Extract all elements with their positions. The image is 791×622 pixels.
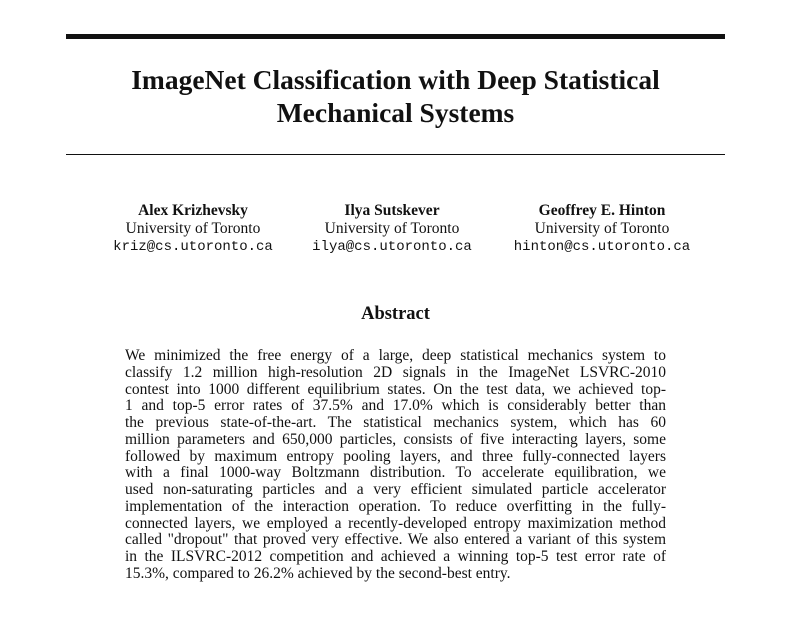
abstract-line: with a final 1000-way Boltzmann distribution. To accelerate equilibration, we xyxy=(125,465,666,482)
title-bottom-rule xyxy=(66,154,725,155)
abstract-line: implementation of the interaction operation. To reduce overfitting in the fully- xyxy=(125,498,666,515)
abstract-line: contest into 1000 different equilibrium states. On the test data, we achieved top- xyxy=(125,381,666,398)
abstract-line: followed by maximum entropy pooling layers, and three fully-connected layers xyxy=(125,448,666,465)
author-name: Ilya Sutskever xyxy=(344,202,440,219)
title-top-rule xyxy=(66,34,725,39)
abstract-line: connected layers, we employed a recently-developed entropy maximization method xyxy=(125,515,666,532)
author-block xyxy=(66,202,725,262)
abstract-line: used non-saturating particles and a very efficient simulated particle accelerator xyxy=(125,482,666,498)
author-email: hinton@cs.utoronto.ca xyxy=(513,239,691,255)
author-email: kriz@cs.utoronto.ca xyxy=(113,239,273,255)
author-name: Alex Krizhevsky xyxy=(138,202,248,219)
abstract-heading: Abstract xyxy=(361,304,430,324)
author-affiliation: University of Toronto xyxy=(534,220,670,237)
abstract-line: in the ILSVRC-2012 competition and achieved a winning top-5 test error rate of xyxy=(125,549,666,565)
abstract-line: 1 and top-5 error rates of 37.5% and 17.0% which is considerably better than xyxy=(125,398,666,415)
author-email: ilya@cs.utoronto.ca xyxy=(312,239,472,255)
paper-title xyxy=(66,63,725,129)
author-krizhevsky xyxy=(113,202,273,256)
author-affiliation: University of Toronto xyxy=(125,220,261,237)
paper-title-line-2: Mechanical Systems xyxy=(276,97,515,128)
abstract-line: We minimized the free energy of a large, deep statistical mechanics system to xyxy=(125,348,666,364)
abstract-line: 15.3%, compared to 26.2% achieved by the second-best entry. xyxy=(125,565,511,582)
paper-title-line-1: ImageNet Classification with Deep Statistical xyxy=(131,64,660,95)
abstract-line: classify 1.2 million high-resolution 2D signals in the ImageNet LSVRC-2010 xyxy=(125,364,666,381)
author-affiliation: University of Toronto xyxy=(324,220,460,237)
abstract-line: million parameters and 650,000 particles, consists of five interacting layers, some xyxy=(125,431,666,448)
author-hinton xyxy=(514,202,690,256)
author-name: Geoffrey E. Hinton xyxy=(538,202,666,219)
abstract-line: the previous state-of-the-art. The statistical mechanics system, which has 60 xyxy=(125,415,666,431)
abstract-line: called "dropout" that proved very effective. We also entered a variant of this system xyxy=(125,532,666,549)
abstract-body xyxy=(125,348,666,583)
author-sutskever xyxy=(312,202,472,256)
